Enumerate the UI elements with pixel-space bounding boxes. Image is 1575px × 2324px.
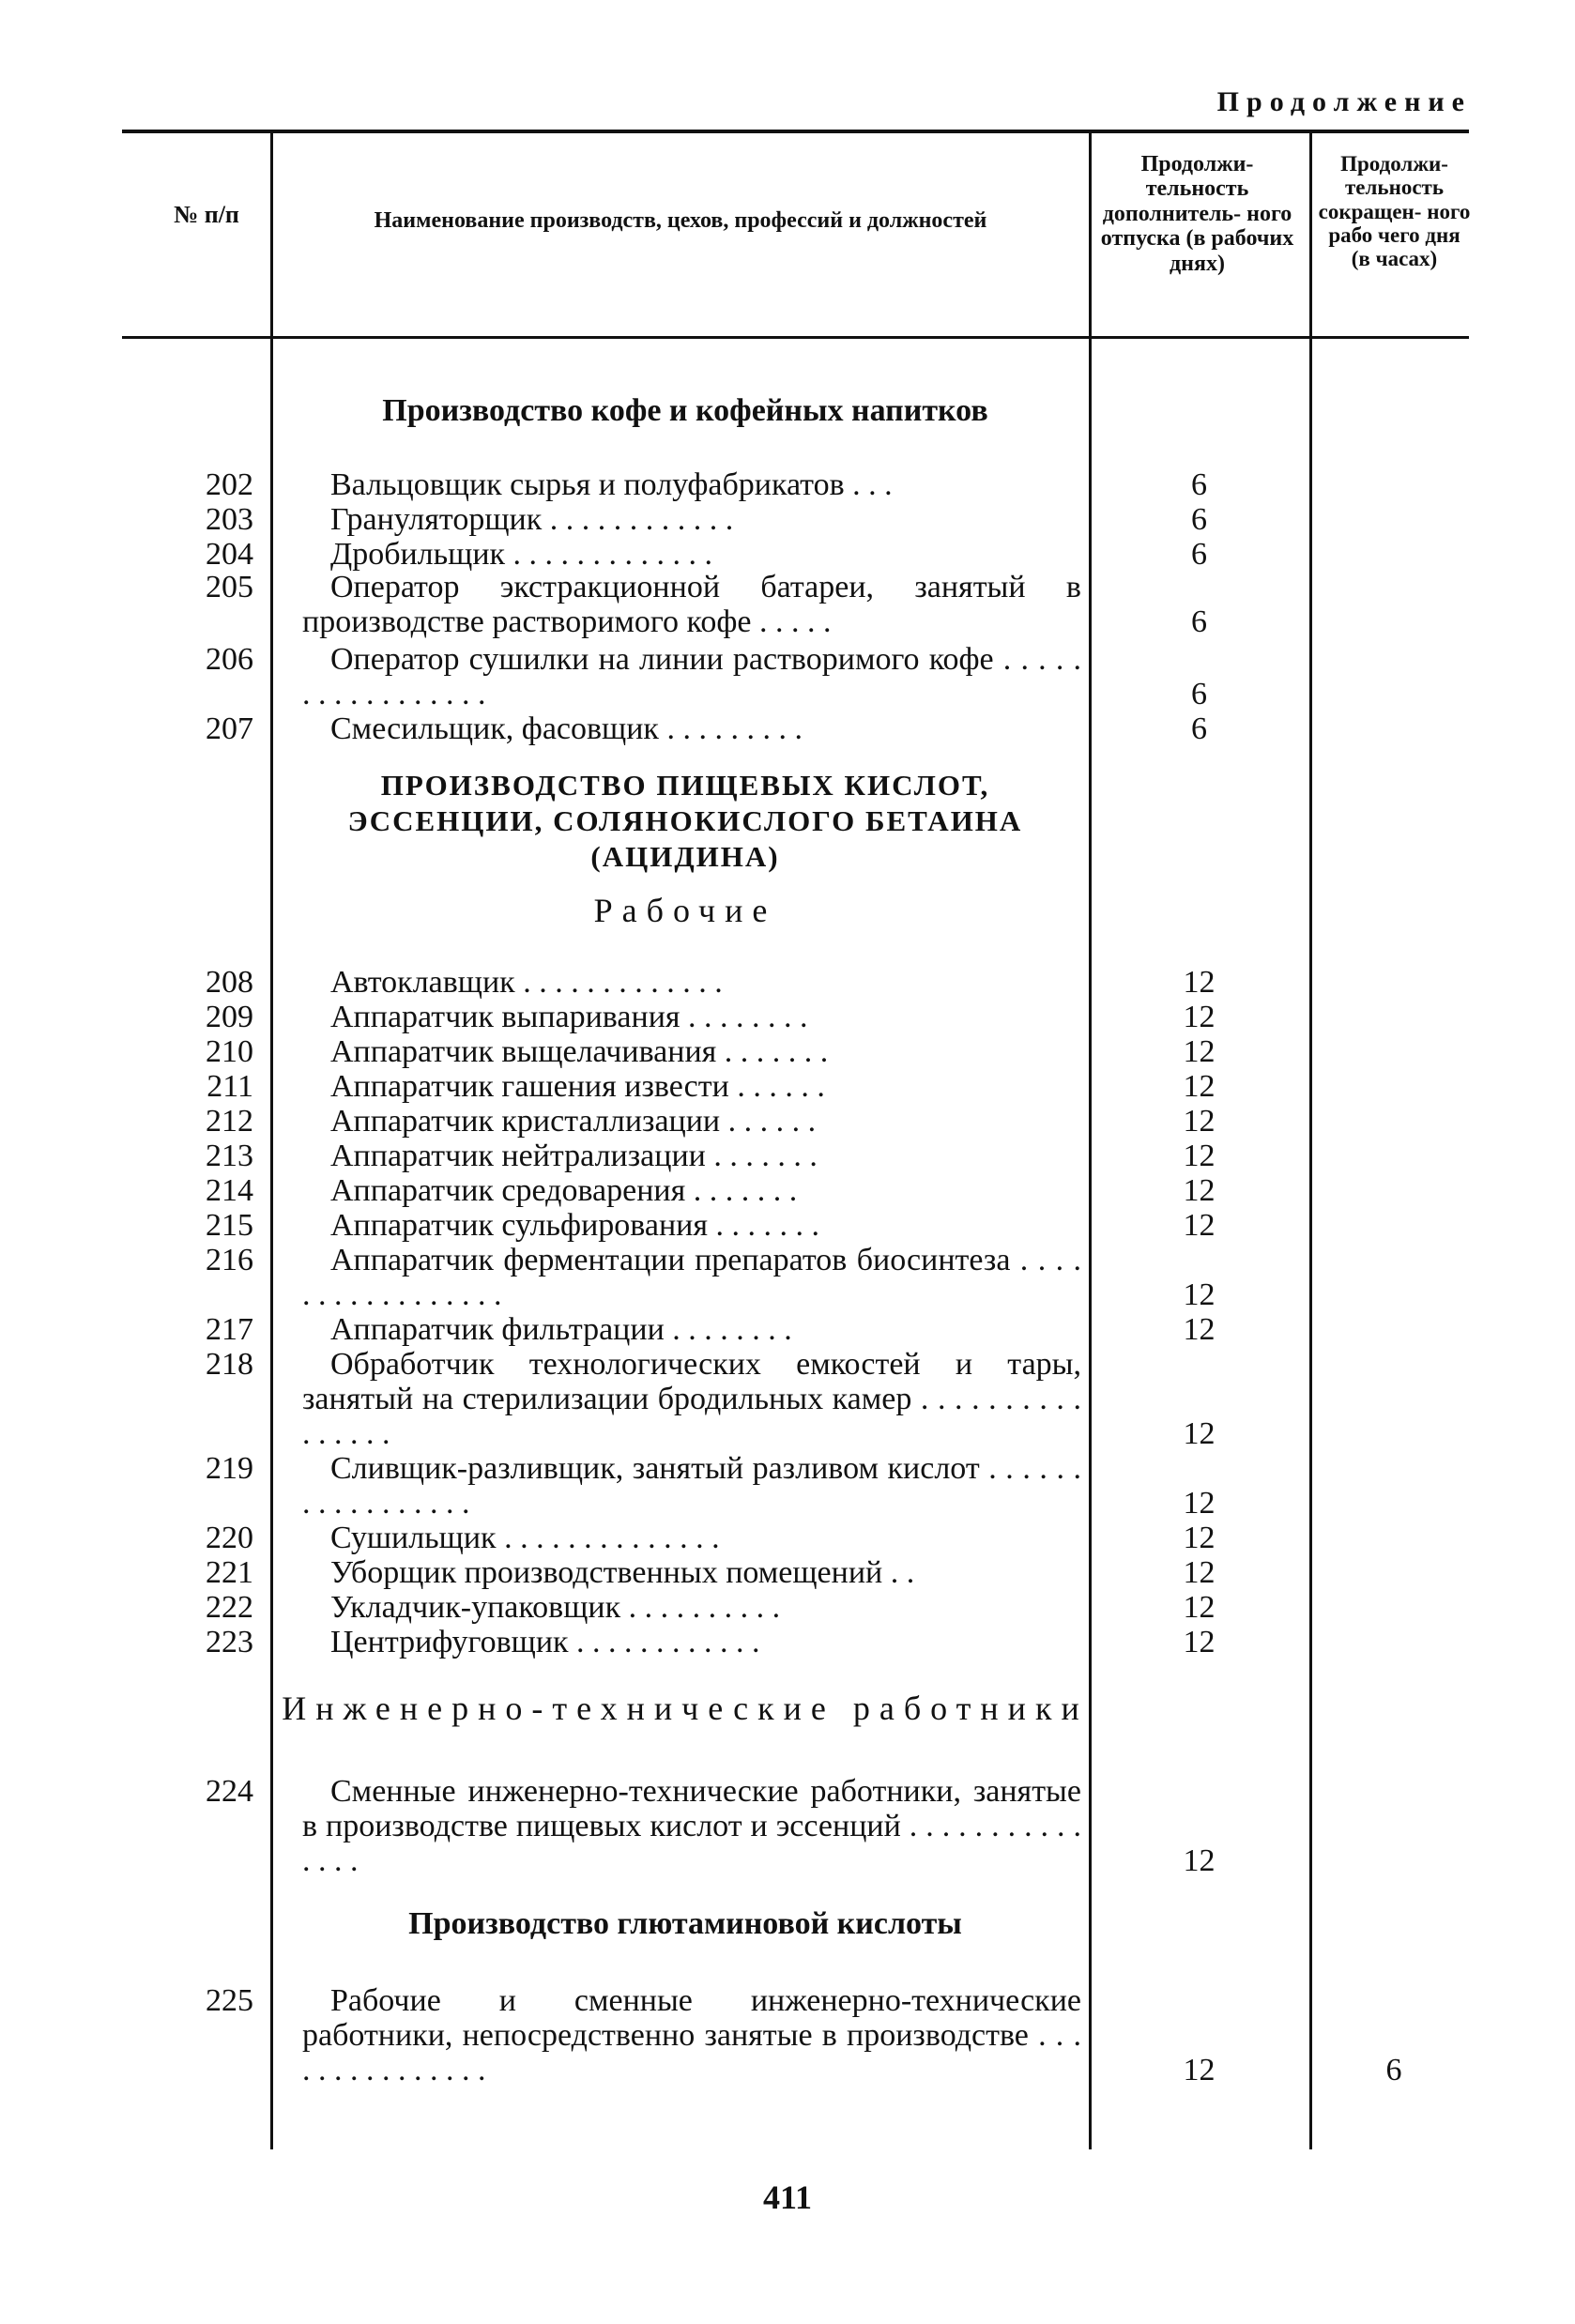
row-profession-name: Аппаратчик выщелачивания . . . . . . .	[330, 1034, 829, 1069]
row-leave-duration: 6	[1191, 502, 1207, 537]
row-profession-name: Укладчик-упаковщик . . . . . . . . . .	[330, 1590, 781, 1625]
row-number: 223	[206, 1625, 253, 1659]
row-number: 213	[206, 1139, 253, 1173]
column-divider-name	[1089, 131, 1092, 2149]
row-profession-name: Аппаратчик сульфирования . . . . . . .	[330, 1208, 819, 1243]
row-number: 204	[206, 537, 253, 572]
row-leave-duration: 12	[1183, 1069, 1216, 1104]
row-leave-duration: 6	[1191, 604, 1207, 639]
row-leave-duration: 12	[1183, 1843, 1216, 1878]
row-profession-name: Аппаратчик кристаллизации . . . . . .	[330, 1104, 817, 1139]
row-number: 217	[206, 1312, 253, 1347]
column-divider-duration	[1309, 131, 1312, 2149]
page-number: 411	[762, 2179, 812, 2216]
row-profession-name: Аппаратчик фильтрации . . . . . . . .	[330, 1312, 792, 1347]
row-leave-duration: 12	[1183, 1104, 1216, 1139]
row-number: 224	[206, 1774, 253, 1809]
header-number: № п/п	[174, 201, 239, 228]
row-leave-duration: 12	[1183, 1173, 1216, 1208]
row-number: 212	[206, 1104, 253, 1139]
row-shortened-day: 6	[1385, 2053, 1402, 2087]
row-leave-duration: 12	[1183, 1521, 1216, 1555]
row-profession-name: Сменные инженерно-технические работники, занятые в производстве пищевых кислот и эссенций . . . . . . . . . . . . . . .	[302, 1774, 1081, 1878]
row-leave-duration: 12	[1183, 1555, 1216, 1590]
row-number: 214	[206, 1173, 253, 1208]
row-leave-duration: 12	[1183, 2053, 1216, 2087]
row-number: 203	[206, 502, 253, 537]
row-profession-name: Аппаратчик гашения извести . . . . . .	[330, 1069, 825, 1104]
section-acids: ПРОИЗВОДСТВО ПИЩЕВЫХ КИСЛОТ, ЭССЕНЦИИ, СОЛЯНОКИСЛОГО БЕТАИНА (АЦИДИНА)	[347, 769, 1023, 873]
row-leave-duration: 6	[1191, 537, 1207, 572]
row-profession-name: Центрифуговщик . . . . . . . . . . . .	[330, 1625, 760, 1659]
row-profession-name: Вальцовщик сырья и полуфабрикатов . . .	[330, 467, 893, 502]
row-leave-duration: 12	[1183, 1208, 1216, 1243]
row-leave-duration: 6	[1191, 711, 1207, 746]
section-coffee: Производство кофе и кофейных напитков	[382, 393, 988, 428]
row-number: 225	[206, 1983, 253, 2018]
row-profession-name: Смесильщик, фасовщик . . . . . . . . .	[330, 711, 803, 746]
row-number: 218	[206, 1347, 253, 1382]
header-duration: Продолжи- тельность дополнитель- ного отпуска (в рабочих днях)	[1100, 152, 1294, 276]
row-leave-duration: 12	[1183, 965, 1216, 1000]
row-profession-name: Оператор экстракционной батареи, занятый в производстве растворимого кофе . . . . .	[302, 570, 1081, 639]
row-leave-duration: 12	[1183, 1034, 1216, 1069]
row-leave-duration: 6	[1191, 467, 1207, 502]
row-leave-duration: 12	[1183, 1000, 1216, 1034]
row-profession-name: Сливщик-разливщик, занятый разливом кислот . . . . . . . . . . . . . . . . .	[302, 1451, 1081, 1521]
row-number: 215	[206, 1208, 253, 1243]
row-leave-duration: 12	[1183, 1277, 1216, 1312]
row-number: 216	[206, 1243, 253, 1277]
row-profession-name: Аппаратчик нейтрализации . . . . . . .	[330, 1139, 818, 1173]
row-profession-name: Аппаратчик выпаривания . . . . . . . .	[330, 1000, 808, 1034]
row-number: 210	[206, 1034, 253, 1069]
row-number: 222	[206, 1590, 253, 1625]
row-leave-duration: 6	[1191, 677, 1207, 711]
row-leave-duration: 12	[1183, 1139, 1216, 1173]
section-engineers: Инженерно-технические работники	[282, 1689, 1089, 1727]
row-leave-duration: 12	[1183, 1590, 1216, 1625]
row-profession-name: Грануляторщик . . . . . . . . . . . .	[330, 502, 734, 537]
table-header-rule	[122, 336, 1469, 339]
row-profession-name: Рабочие и сменные инженерно-технические работники, непосредственно занятые в производстве . . . . . . . . . . . . . . .	[302, 1983, 1081, 2087]
header-name: Наименование производств, цехов, профессий и должностей	[374, 208, 987, 233]
section-glutamic: Производство глютаминовой кислоты	[408, 1906, 962, 1941]
row-number: 207	[206, 711, 253, 746]
row-profession-name: Дробильщик . . . . . . . . . . . . .	[330, 537, 713, 572]
row-leave-duration: 12	[1183, 1625, 1216, 1659]
header-shortened: Продолжи- тельность сокращен- ного рабо чего дня (в часах)	[1318, 152, 1471, 271]
row-profession-name: Аппаратчик ферментации препаратов биосинтеза . . . . . . . . . . . . . . . . .	[302, 1243, 1081, 1312]
continuation-label: Продолжение	[1216, 86, 1472, 117]
section-workers: Рабочие	[593, 892, 777, 929]
row-profession-name: Автоклавщик . . . . . . . . . . . . .	[330, 965, 723, 1000]
row-profession-name: Сушильщик . . . . . . . . . . . . . .	[330, 1521, 720, 1555]
row-number: 209	[206, 1000, 253, 1034]
column-divider-number	[270, 131, 273, 2149]
row-number: 206	[206, 642, 253, 677]
row-number: 205	[206, 570, 253, 604]
row-number: 208	[206, 965, 253, 1000]
row-profession-name: Аппаратчик средоварения . . . . . . .	[330, 1173, 798, 1208]
row-leave-duration: 12	[1183, 1312, 1216, 1347]
row-number: 221	[206, 1555, 253, 1590]
row-number: 220	[206, 1521, 253, 1555]
row-leave-duration: 12	[1183, 1486, 1216, 1521]
row-number: 219	[206, 1451, 253, 1486]
row-profession-name: Оператор сушилки на линии растворимого кофе . . . . . . . . . . . . . . . . .	[302, 642, 1081, 711]
row-number: 211	[206, 1069, 253, 1104]
row-profession-name: Уборщик производственных помещений . .	[330, 1555, 915, 1590]
row-leave-duration: 12	[1183, 1416, 1216, 1451]
table-top-rule	[122, 130, 1469, 133]
row-profession-name: Обработчик технологических емкостей и тары, занятый на стерилизации бродильных камер . . . . . . . . . . . . . . . .	[302, 1347, 1081, 1451]
row-number: 202	[206, 467, 253, 502]
